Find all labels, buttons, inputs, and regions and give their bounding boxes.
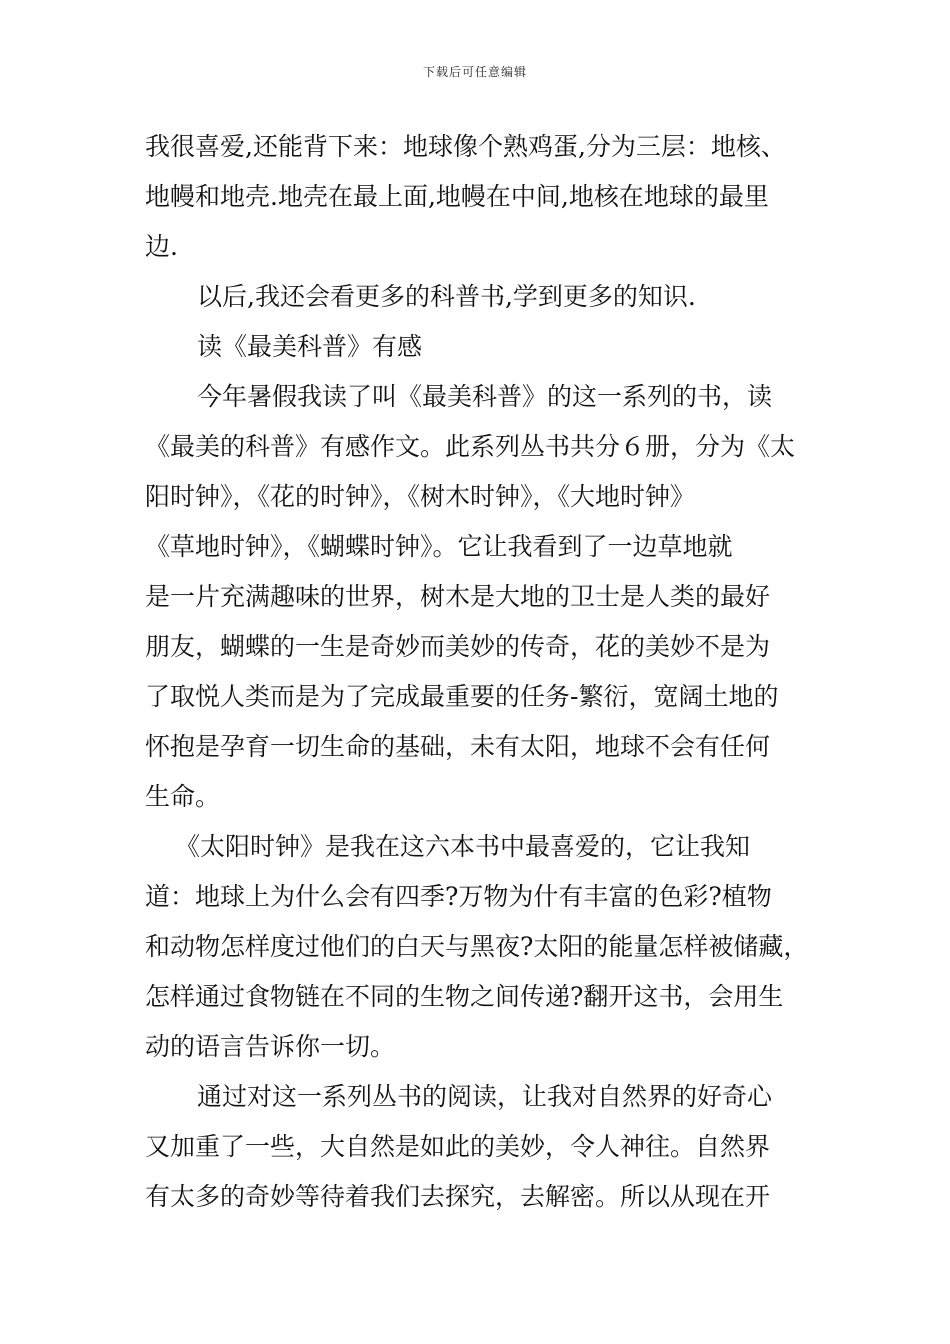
text-line: 我很喜爱,还能背下来：地球像个熟鸡蛋,分为三层：地核、	[145, 132, 786, 161]
text-line: 怎样通过食物链在不同的生物之间传递?翻开这书，会用生	[145, 982, 784, 1011]
text-line: 边.	[145, 232, 178, 261]
text-line: 是一片充满趣味的世界，树木是大地的卫士是人类的最好	[145, 582, 771, 611]
text-line: 《草地时钟》，《蝴蝶时钟》。它让我看到了一边草地就	[145, 532, 733, 561]
text-line: 了取悦人类而是为了完成最重要的任务-繁衍，宽阔土地的	[145, 682, 779, 711]
text-line: 动的语言告诉你一切。	[145, 1032, 396, 1061]
text-line: 生命。	[145, 782, 221, 811]
text-line: 和动物怎样度过他们的白天与黑夜?太阳的能量怎样被储藏，	[145, 932, 809, 961]
text-line: 以后,我还会看更多的科普书,学到更多的知识.	[197, 282, 696, 311]
text-line: 《最美的科普》有感作文。此系列丛书共分６册，分为《太	[145, 432, 796, 461]
text-line: 怀抱是孕育一切生命的基础，未有太阳，地球不会有任何	[145, 732, 771, 761]
text-line: 道：地球上为什么会有四季?万物为什有丰富的色彩?植物	[145, 882, 772, 911]
text-line: 《太阳时钟》是我在这六本书中最喜爱的，它让我知	[175, 832, 751, 861]
text-line: 有太多的奇妙等待着我们去探究，去解密。所以从现在开	[145, 1182, 771, 1211]
document-body	[145, 122, 810, 1222]
page-header: 下载后可任意编辑	[422, 65, 527, 79]
text-line: 朋友，蝴蝶的一生是奇妙而美妙的传奇，花的美妙不是为	[145, 632, 771, 661]
text-line: 又加重了一些，大自然是如此的美妙，令人神往。自然界	[145, 1132, 771, 1161]
text-line: 通过对这一系列丛书的阅读，让我对自然界的好奇心	[197, 1082, 773, 1111]
text-line: 地幔和地壳.地壳在最上面,地幔在中间,地核在地球的最里	[145, 182, 769, 211]
text-line: 阳时钟》，《花的时钟》，《树木时钟》，《大地时钟》	[145, 482, 696, 511]
section-title: 读《最美科普》有感	[197, 332, 423, 361]
text-line: 今年暑假我读了叫《最美科普》的这一系列的书，读	[197, 382, 773, 411]
